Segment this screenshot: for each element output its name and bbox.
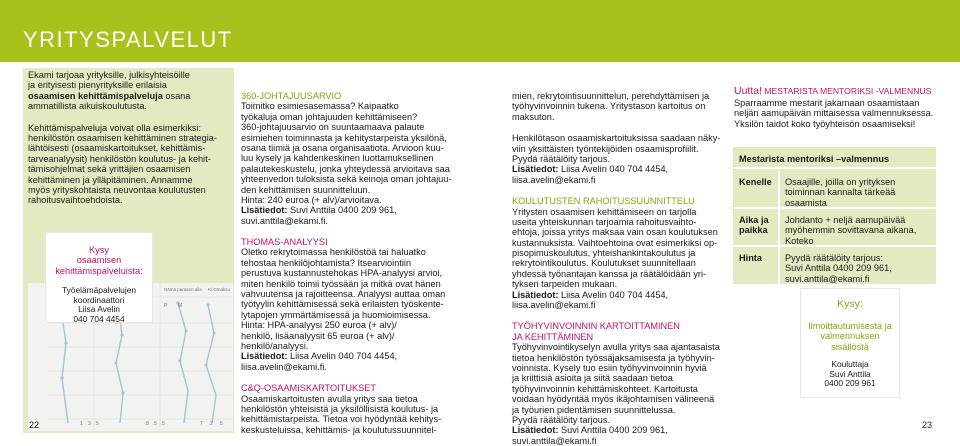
body-line: mien, rekrytointisuunnittelun, perehdyttämisen ja xyxy=(512,91,710,101)
chart-tick: 2 xyxy=(210,421,213,427)
mentoring-table xyxy=(733,147,936,284)
contact-line: Lisätiedot: Liisa Avelin 040 704 4454, xyxy=(241,351,398,362)
intro-line: ja erityisesti pienyrityksille erilaisia xyxy=(28,80,167,91)
body-line: maksuton. xyxy=(512,111,555,122)
contact-line: Lisätiedot: Liisa Avelin 040 704 4454, xyxy=(512,164,669,175)
body-line: pisopimuskoulutus, yhteishankintakoulutus ja xyxy=(512,248,696,259)
contact-box-line: Kouluttaja xyxy=(831,359,869,370)
body-line: Henkilötason osaamiskartoituksissa saadaan näky- xyxy=(512,133,721,144)
body-line: den kehittämisen suunnitteluun. xyxy=(241,184,371,195)
chart-tick: 5 xyxy=(162,421,165,427)
body-line: henkilöstön yhteisistä ja yksilöllisistä koulutus- ja xyxy=(241,403,439,414)
body-line: viin yksittäisten työntekijöiden osaamisprofiilit. xyxy=(512,143,699,154)
body-line: Osaamiskartoitusten avulla yritys saa tietoa xyxy=(241,393,418,404)
body-line: 360-johtajuusarvio on suuntaamaava palaute xyxy=(241,122,425,133)
table-cell-value: Osaajille, joilla on yrityksen toiminnan kannalta tärkeää osaamista xyxy=(785,177,896,208)
body-line: työhyvinvoinnin kehittämiskohteet. Kartoitusta xyxy=(512,383,698,394)
body-line: esimiehen toiminnasta ja kehitystarpeista yksilönä, xyxy=(241,132,447,143)
body-line: voidaan hyödyntää myös ikäjohtamisen välineenä xyxy=(512,394,715,405)
body-line: tietoa henkilöstön työssäjaksamisesta ja työhyvin- xyxy=(512,352,715,363)
ask-box-title: osaamisen xyxy=(76,255,122,266)
body-line: ja kriittisiä asioita ja siitä saadaan tietoa xyxy=(512,373,673,384)
contact-box-line: Suvi Anttila xyxy=(829,368,871,379)
intro-text xyxy=(28,70,228,206)
body-line: tyksen tarpeiden mukaan. xyxy=(512,279,618,290)
body-line: tehostaa henkilöjohtamista? Itsearviointiin xyxy=(241,257,412,268)
section-heading: C&Q-OSAAMISKARTOITUKSET xyxy=(241,383,376,394)
intro-line: myös yrityskohtaista neuvontaa koulutusten xyxy=(28,184,206,195)
contact-box-subtitle: Ilmoittautumisesta ja xyxy=(808,320,892,331)
intro-line: ammatillista aikuiskoulutusta. xyxy=(28,101,147,112)
body-line: Työhyvinvointikyselyn avulla yritys saa ajantasaista xyxy=(512,342,720,353)
mentoring-heading: Uutta! MESTARISTA MENTORIKSI -VALMENNUS xyxy=(734,85,932,97)
table-row xyxy=(733,247,936,284)
body-line: Yritysten osaamisen kehittämiseen on tarjolla xyxy=(512,206,697,217)
body-line: voinnista. Kysely tuo esiin työhyvinvoinnin hyviä xyxy=(512,362,707,373)
body-line: Sparraamme mestarit jakamaan osaamistaan xyxy=(734,97,920,108)
email-link[interactable]: liisa.avelin@ekami.fi. xyxy=(241,361,327,372)
chart-row-label: P xyxy=(164,303,168,309)
page-number-left: 22 xyxy=(29,420,40,430)
body-line: neljän aamupäivän mittaisessa valmennuksessa. xyxy=(734,108,934,119)
body-line: keskusteluissa, kehittämis- ja koulutussuunnitel- xyxy=(241,424,437,435)
ask-box-contact: Työelämäpalvelujen xyxy=(61,285,137,296)
contact-box xyxy=(800,288,900,398)
contact-box-subtitle: valmennuksen sisällöstä xyxy=(820,331,880,352)
intro-line: henkilöstön osaamisen kehittäminen strategia- xyxy=(28,132,217,143)
page-title: YRITYSPALVELUT xyxy=(23,27,233,52)
table-row xyxy=(733,209,936,247)
intro-line: tarveanalyysit) henkilöstön koulutus- ja kehit- xyxy=(28,153,211,164)
chart-header: Ki Omaksu xyxy=(208,287,231,292)
body-line: ehtoja, joissa yritys maksaa vain osan koulutuksen xyxy=(512,227,718,238)
body-line: henkilö/analyysi. xyxy=(241,340,309,351)
section-heading: KOULUTUSTEN RAHOITUSSUUNNITTELU xyxy=(512,196,695,207)
intro-highlight: osaamisen kehittämispalveluja xyxy=(28,90,163,101)
body-line: Hinta: 240 euroa (+ alv)/arvioitava. xyxy=(241,194,382,205)
contact-line: Lisätiedot: Suvi Anttila 0400 209 961, xyxy=(512,425,668,436)
body-line: palautekeskustelu, jonka yhteydessä arvioitava saa xyxy=(241,163,450,174)
table-cell-label: Hinta xyxy=(739,253,762,263)
body-line: useita yhteiskunnan tarjoamia rahoitusvaihto- xyxy=(512,216,697,227)
section-heading: THOMAS-ANALYYSI xyxy=(241,237,328,248)
body-line: Pyydä räätälöity tarjous. xyxy=(512,153,611,164)
new-label: Uutta! xyxy=(734,85,763,97)
column-services-1 xyxy=(241,91,489,435)
body-line: Yksilön taidot koko työyhteisön osaamiseksi! xyxy=(734,118,916,129)
body-line: lytapojen ymmärtämisessä ja huomioimisessa. xyxy=(241,309,431,320)
chart-tick: 3 xyxy=(88,421,91,427)
intro-line: kehittäminen ja ylläpitäminen. Annamme xyxy=(28,174,193,185)
body-line: kustannuksista. Vaihtoehtoina ovat esimerkiksi op- xyxy=(512,237,718,248)
intro-line: tämisohjelmat sekä yrittäjien osaamisen xyxy=(28,164,191,175)
ask-box xyxy=(45,232,153,323)
table-cell-value: Pyydä räätälöity tarjous: Suvi Anttila 0400 209 961, suvi.anttila@ekami.fi xyxy=(785,253,892,284)
body-line: yhdessä työnantajan kanssa ja räätälöidään yri- xyxy=(512,268,707,279)
intro-line: Kehittämispalveluja voivat olla esimerkiksi: xyxy=(28,122,202,133)
section-heading: TYÖHYVINVOINNIN KARTOITTAMINEN xyxy=(512,321,680,332)
body-line: luu kysely ja kahdenkeskinen luottamuksellinen xyxy=(241,153,434,164)
body-line: rekrytointikoulutus. Koulutukset suunnitellaan xyxy=(512,258,696,269)
table-row xyxy=(733,171,936,209)
email-link[interactable]: liisa.avelin@ekami.fi xyxy=(512,174,596,185)
chart-tick: 1 xyxy=(80,421,83,427)
page-number-right: 23 xyxy=(922,420,933,430)
chart-tick: 5 xyxy=(220,421,223,427)
body-line: ja työurien pidentämisen suunnittelussa. xyxy=(512,404,676,415)
chart-tick: 5 xyxy=(96,421,99,427)
table-cell-label: Kenelle xyxy=(739,177,772,187)
body-line: Oletko rekrytoimassa henkilöstöä tai haluatko xyxy=(241,247,426,258)
ask-box-contact: Liisa Avelin xyxy=(78,304,120,315)
body-line: yhteenvedon tuloksista sekä keinoja oman johtajuu- xyxy=(241,174,452,185)
chart-tick: 5 xyxy=(154,421,157,427)
contact-line: Lisätiedot: Liisa Avelin 040 704 4454, xyxy=(512,289,669,300)
ask-box-contact: koordinaattori xyxy=(73,294,125,305)
body-line: Toimitko esimiesasemassa? Kaipaatko xyxy=(241,101,399,112)
chart-tick: 8 xyxy=(146,421,149,427)
ask-box-title: kehittämispalveluista: xyxy=(55,265,143,276)
body-line: kehittämistarpeista. Tietoa voi hyödyntää kehitys- xyxy=(241,414,442,425)
intro-line: Ekami tarjoaa yrityksille, julkisyhteisöille xyxy=(28,70,190,80)
intro-line: lähtöisesti (osaamiskartoitukset, kehittämis- xyxy=(28,143,206,154)
body-line: osana tiimiä ja osana organisaatiota. Arvioon kuu- xyxy=(241,142,444,153)
contact-line: Lisätiedot: Suvi Anttila 0400 209 961, xyxy=(241,205,397,216)
body-line: Pyydä räätälöity tarjous. xyxy=(512,414,611,425)
email-link[interactable]: liisa.avelin@ekami.fi xyxy=(512,300,596,311)
body-line: miten henkilö toimii työssään ja mitkä ovat hänen xyxy=(241,278,441,289)
chart-tick: 7 xyxy=(200,421,203,427)
contact-box-line: 0400 209 961 xyxy=(824,378,876,389)
table-cell-label: Aika ja paikka xyxy=(739,215,769,236)
email-link[interactable]: suvi.anttila@ekami.fi xyxy=(512,435,597,446)
body-line: henkilö, lisäanalyysit 65 euroa (+ alv)/ xyxy=(241,330,395,341)
intro-line: rahoitusvaihtoehdoista. xyxy=(28,195,123,206)
column-services-2 xyxy=(512,91,722,446)
body-line: työkaluja oman johtajuuden kehittämiseen? xyxy=(241,111,418,122)
body-line: työtyylin kehittämisessä sekä erilaisten työskente- xyxy=(241,299,444,310)
chart-row-label: M xyxy=(178,303,183,309)
section-heading: 360-JOHTAJUUSARVIO xyxy=(241,91,342,101)
chart-header: Nämä parasen alla xyxy=(164,287,202,292)
table-title: Mestarista mentoriksi –valmennus xyxy=(733,147,936,169)
table-cell-value: Johdanto + neljä aamupäivää myöhemmin sovittavana aikana, Koteko xyxy=(785,215,917,246)
ask-box-contact: 040 704 4454 xyxy=(73,313,125,324)
intro-line: osaamisen kehittämispalveluja osana xyxy=(28,90,191,101)
mentoring-intro xyxy=(734,86,934,129)
body-line: työhyvinvoinnin tukena. Yritystason kartoitus on xyxy=(512,101,706,112)
body-line: Hinta: HPA-analyysi 250 euroa (+ alv)/ xyxy=(241,320,397,331)
ask-box-title: Kysy xyxy=(89,245,109,255)
section-heading: JA KEHITTÄMINEN xyxy=(512,331,594,342)
contact-box-title: Kysy: xyxy=(837,298,863,310)
email-link[interactable]: suvi.anttila@ekami.fi. xyxy=(241,215,328,226)
body-line: vahvuutensa ja rajoitteensa. Analyysi auttaa oman xyxy=(241,289,446,300)
body-line: perustuva kustannustehokas HPA-analyysi arvioi, xyxy=(241,268,443,279)
